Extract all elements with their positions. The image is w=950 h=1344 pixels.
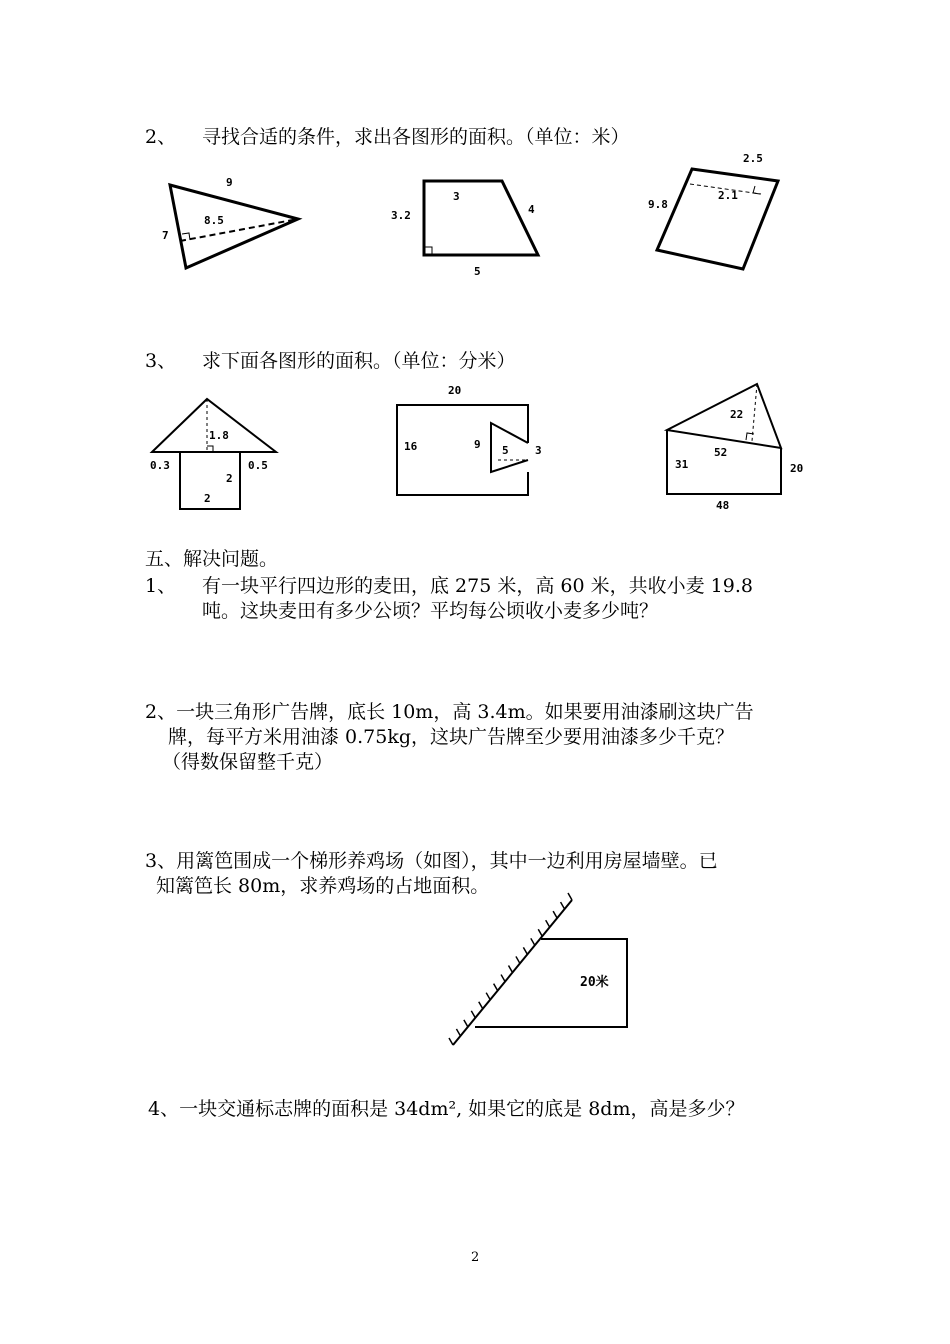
wall-hatch-mark	[561, 902, 565, 909]
q2-trapezoid-figure	[415, 172, 545, 262]
wall-hatch-mark	[456, 1029, 460, 1036]
q3-fig3-diag-label: 52	[714, 446, 728, 459]
q2-fig1-height-label: 8.5	[204, 214, 224, 227]
q3-fig1-left-ext-label: 0.3	[150, 459, 170, 472]
problem4-text: 4、一块交通标志牌的面积是 34dm², 如果它的底是 8dm，高是多少？	[148, 1098, 745, 1120]
wall-hatch-mark	[531, 938, 535, 945]
wall-hatch-mark	[568, 893, 572, 900]
problem3-line2: 知篱笆长 80m，求养鸡场的占地面积。	[156, 875, 490, 897]
wall-hatch-mark	[523, 947, 527, 954]
q3-number: 3、	[145, 350, 177, 372]
q3-fig2-notch-open-label: 3	[535, 444, 542, 457]
problem2-line3: （得数保留整千克）	[162, 751, 334, 773]
wall-hatch-mark	[471, 1011, 475, 1018]
wall-hatch-mark	[553, 911, 557, 918]
q2-fig3-left-label: 9.8	[648, 198, 668, 211]
q2-fig3-height-label: 2.1	[718, 189, 738, 202]
q2-fig2-left-label: 3.2	[391, 209, 411, 222]
q3-fig3-right-label: 20	[790, 462, 804, 475]
q3-fig3-bottom-label: 48	[716, 499, 730, 512]
wall-hatch-mark	[538, 929, 542, 936]
q3-fig2-left-label: 16	[404, 440, 418, 453]
q2-fig3-top-label: 2.5	[743, 152, 763, 165]
q3-text: 求下面各图形的面积。（单位：分米）	[202, 350, 516, 372]
page-number: 2	[471, 1250, 480, 1265]
problem1-line1: 有一块平行四边形的麦田，底 275 米，高 60 米，共收小麦 19.8	[202, 575, 753, 597]
q3-fig2-notch-left-label: 9	[474, 438, 481, 451]
wall-hatch-mark	[464, 1020, 468, 1027]
wall-hatch-mark	[546, 920, 550, 927]
q2-parallelogram-figure	[650, 160, 790, 275]
wall-hatch-mark	[479, 1002, 483, 1009]
q3-composite-figure	[660, 375, 790, 500]
q3-fig2-notch-depth-label: 5	[502, 444, 509, 457]
problem1-number: 1、	[145, 575, 177, 597]
q2-fig1-top-label: 9	[226, 176, 233, 189]
q2-text: 寻找合适的条件，求出各图形的面积。（单位：米）	[202, 126, 630, 148]
q2-fig1-left-label: 7	[162, 229, 169, 242]
wall-hatch-mark	[501, 975, 505, 982]
wall-hatch-mark	[516, 956, 520, 963]
wall-hatch-mark	[486, 993, 490, 1000]
section5-title: 五、解决问题。	[145, 548, 279, 570]
q3-house-figure	[145, 390, 285, 515]
wall-hatch-mark	[494, 984, 498, 991]
q2-number: 2、	[145, 126, 177, 148]
q3-fig1-height-label: 1.8	[209, 429, 229, 442]
q3-fig1-right-ext-label: 0.5	[248, 459, 268, 472]
wall-hatch-mark	[449, 1038, 453, 1045]
q3-fig1-bottom-label: 2	[204, 492, 211, 505]
problem1-line2: 吨。这块麦田有多少公顷？平均每公顷收小麦多少吨？	[202, 600, 659, 622]
q3-fig3-left-label: 31	[675, 458, 689, 471]
q3-fig1-side-label: 2	[226, 472, 233, 485]
problem3-line1: 3、用篱笆围成一个梯形养鸡场（如图），其中一边利用房屋墙壁。已	[145, 850, 718, 872]
q2-fig2-right-label: 4	[528, 203, 535, 216]
problem3-fig-label: 20米	[580, 975, 609, 990]
problem2-line1: 2、一块三角形广告牌，底长 10m，高 3.4m。如果要用油漆刷这块广告	[145, 701, 754, 723]
q3-fig2-top-label: 20	[448, 384, 462, 397]
q3-fig3-tri-height-label: 22	[730, 408, 744, 421]
problem2-line2: 牌，每平方米用油漆 0.75kg，这块广告牌至少要用油漆多少千克？	[168, 726, 735, 748]
wall-hatch-mark	[509, 966, 513, 973]
q2-fig2-bottom-label: 5	[474, 265, 481, 278]
q2-fig2-top-label: 3	[453, 190, 460, 203]
